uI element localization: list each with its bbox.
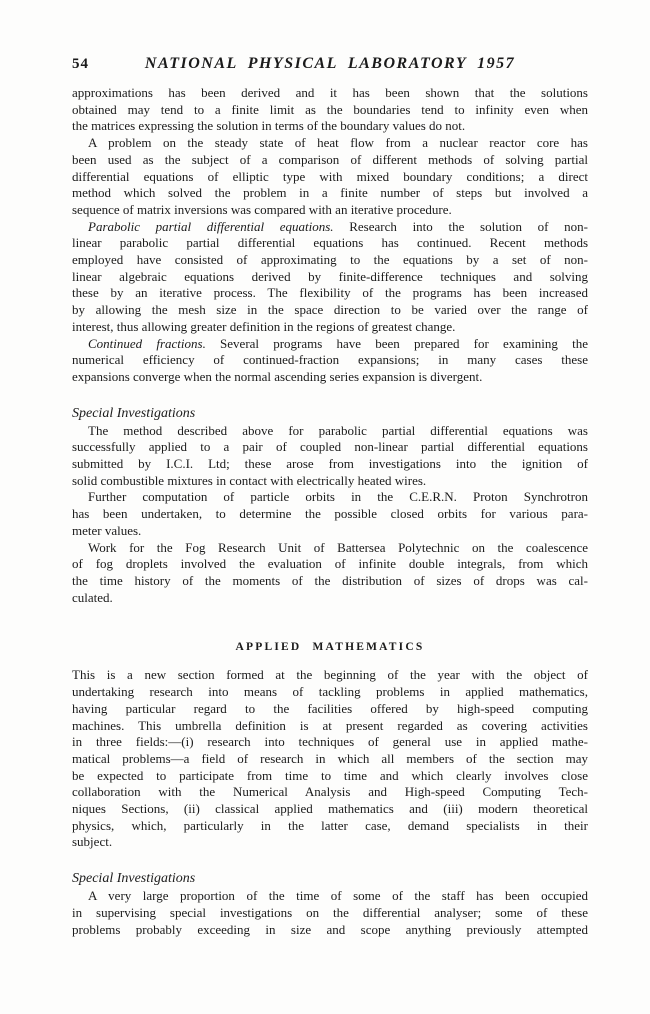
paragraph (72, 219, 588, 336)
text-segment: undertaking research into means of tackling problems in applied mathematics, (72, 684, 588, 700)
text-segment: by allowing the mesh size in the space direction to be varied over the range of (72, 302, 588, 318)
text-segment: method which solved the problem in a finite number of steps but involved a (72, 185, 588, 201)
text-segment: has been undertaken, to determine the possible closed orbits for various para- (72, 506, 588, 522)
text-line (72, 590, 588, 607)
text-line (72, 102, 588, 119)
text-line (72, 319, 588, 336)
text-line (72, 169, 588, 186)
text-line (72, 818, 588, 835)
text-line (72, 235, 588, 252)
text-segment: problems probably exceeding in size and scope anything previously attempted (72, 921, 588, 937)
text-segment: collaboration with the Numerical Analysis and High-speed Computing Tech- (72, 784, 588, 800)
text-segment: Several programs have been prepared for examining the (205, 335, 588, 351)
text-line (72, 269, 588, 286)
text-segment: physics, which, particularly in the latter case, demand specialists in their (72, 817, 588, 833)
text-line (72, 718, 588, 735)
text-segment: culated. (72, 589, 113, 605)
paragraph (72, 423, 588, 490)
italic-text-segment: Continued fractions. (88, 335, 206, 351)
text-line (72, 734, 588, 751)
text-segment: approximations has been derived and it has been shown that the solutions (72, 85, 588, 100)
text-segment: niques Sections, (ii) classical applied mathematics and (iii) modern theoretical (72, 801, 588, 817)
text-line (72, 834, 588, 851)
text-segment: matical problems—a field of research in which all members of the section may (72, 750, 588, 766)
running-title: NATIONAL PHYSICAL LABORATORY 1957 (144, 55, 516, 72)
text-line (72, 202, 588, 219)
text-segment: having particular regard to the facilities offered by high-speed computing (72, 700, 588, 716)
text-line (72, 185, 588, 202)
text-line (72, 439, 588, 456)
text-line (72, 751, 588, 768)
text-segment: The method described above for parabolic partial differential equations was (88, 422, 588, 438)
text-segment: submitted by I.C.I. Ltd; these arose from investigations into the ignition of (72, 456, 588, 472)
text-segment: in three fields:—(i) research into techniques of general use in applied mathe- (72, 734, 588, 750)
text-line (72, 352, 588, 369)
text-segment: machines. This umbrella definition is at present regarded as covering activities (72, 717, 588, 733)
text-line (72, 336, 588, 353)
text-segment: Research into the solution of non- (333, 218, 588, 234)
text-segment: Further computation of particle orbits in the C.E.R.N. Proton Synchrotron (88, 489, 588, 505)
text-segment: these by an iterative process. The flexibility of the programs has been increased (72, 285, 588, 301)
text-line (72, 135, 588, 152)
text-segment: be expected to participate from time to time and which clearly involves close (72, 767, 588, 783)
paragraph (72, 667, 588, 851)
text-segment: linear parabolic partial differential equations has continued. Recent methods (72, 235, 588, 251)
text-line (72, 506, 588, 523)
text-line (72, 219, 588, 236)
text-line (72, 302, 588, 319)
text-segment: solid combustible mixtures in contact with electrically heated wires. (72, 472, 427, 488)
text-line (72, 540, 588, 557)
text-segment: in supervising special investigations on the differential analyser; some of these (72, 904, 588, 920)
text-segment: subject. (72, 834, 113, 850)
section-heading: APPLIED MATHEMATICS (235, 641, 425, 654)
text-segment: employed have consisted of approximating to the equations by a set of non- (72, 252, 588, 268)
text-segment: the time history of the moments of the distribution of sizes of drops was cal- (72, 572, 588, 588)
text-line (72, 118, 588, 135)
page-header (72, 55, 588, 75)
text-line (72, 523, 588, 540)
paragraph (72, 85, 588, 135)
paragraph (72, 540, 588, 607)
text-line (72, 369, 588, 386)
text-segment: sequence of matrix inversions was compared with an iterative procedure. (72, 201, 452, 217)
text-segment: of fog droplets involved the evaluation of infinite double integrals, from which (72, 556, 588, 572)
page-number: 54 (72, 56, 89, 72)
text-line (72, 667, 588, 684)
text-segment: obtained may tend to a finite limit as the boundaries tend to infinity even when (72, 101, 588, 117)
paragraph (72, 336, 588, 386)
text-segment: Work for the Fog Research Unit of Battersea Polytechnic on the coalescence (88, 539, 588, 555)
text-line (72, 573, 588, 590)
text-line (72, 456, 588, 473)
text-line (72, 684, 588, 701)
text-segment: interest, thus allowing greater definition in the regions of greatest change. (72, 318, 456, 334)
text-line (72, 701, 588, 718)
text-segment: successfully applied to a pair of coupled non-linear partial differential equations (72, 439, 588, 455)
text-line (72, 922, 588, 939)
paragraph (72, 888, 588, 938)
text-line (72, 423, 588, 440)
subsection-heading: Special Investigations (72, 405, 196, 421)
text-segment: expansions converge when the normal ascending series expansion is divergent. (72, 368, 483, 384)
text-line (72, 888, 588, 905)
text-segment: the matrices expressing the solution in terms of the boundary values do not. (72, 118, 466, 134)
paragraph (72, 135, 588, 219)
text-segment: This is a new section formed at the beginning of the year with the object of (72, 667, 588, 683)
paragraph (72, 489, 588, 539)
text-segment: A very large proportion of the time of some of the staff has been occupied (88, 888, 588, 904)
text-line (72, 152, 588, 169)
subsection-heading: Special Investigations (72, 871, 196, 887)
page-body (72, 85, 588, 938)
text-line (72, 252, 588, 269)
text-line (72, 85, 588, 102)
italic-text-segment: Parabolic partial differential equations. (88, 218, 334, 234)
text-segment: differential equations of elliptic type with mixed boundary conditions; a direct (72, 168, 588, 184)
text-line (72, 768, 588, 785)
text-line (72, 801, 588, 818)
text-line (72, 905, 588, 922)
text-line (72, 473, 588, 490)
text-segment: been used as the subject of a comparison of different methods of solving partial (72, 151, 588, 167)
text-line (72, 489, 588, 506)
text-segment: meter values. (72, 522, 142, 538)
text-line (72, 784, 588, 801)
text-line (72, 556, 588, 573)
text-line (72, 285, 588, 302)
text-segment: A problem on the steady state of heat flow from a nuclear reactor core has (88, 135, 588, 151)
text-segment: numerical efficiency of continued-fraction expansions; in many cases these (72, 352, 588, 368)
text-segment: linear algebraic equations derived by finite-difference techniques and solving (72, 268, 588, 284)
